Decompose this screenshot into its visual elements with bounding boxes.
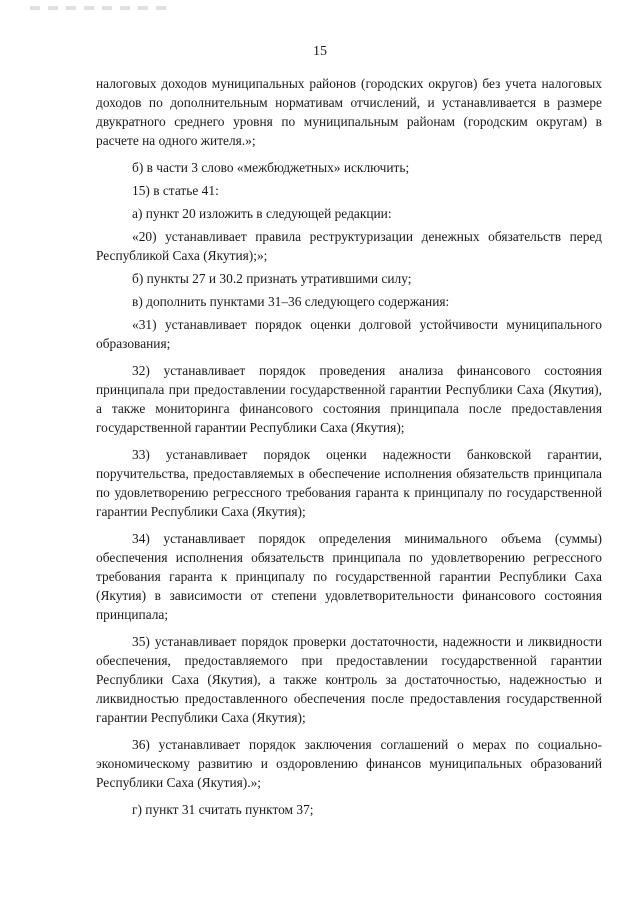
paragraph-point-33: 33) устанавливает порядок оценки надежности банковской гарантии, поручительства, предоставляемых в обеспечение исполнения обязательств принципала по удовлетворению регрессного требования гаранта к принципалу по государственной гарантии Республики Саха (Якутия); [96,447,602,519]
document-body [96,74,602,819]
paragraph-point-34: 34) устанавливает порядок определения минимального объема (суммы) обеспечения исполнения обязательств принципала по удовлетворению регрессного требования гаранта к принципалу по государственной гарантии Республики Саха (Якутия) в зависимости от степени удовлетворительности финансового состояния принципала; [96,531,602,622]
paragraph-item-g: г) пункт 31 считать пунктом 37; [132,802,314,817]
paragraph-point-20: «20) устанавливает правила реструктуризации денежных обязательств перед Республикой Саха (Якутия);»; [96,229,602,263]
scan-artifact [30,6,170,10]
paragraph-point-36: 36) устанавливает порядок заключения соглашений о мерах по социально-экономическому развитию и оздоровлению финансов муниципальных образований Республики Саха (Якутия).»; [96,737,602,790]
paragraph-continuation: налоговых доходов муниципальных районов (городских округов) без учета налоговых доходов по дополнительным нормативам отчислений, и устанавливается в размере двукратного среднего уровня по муниципальным районам (городским округам) в расчете на одного жителя.»; [96,76,602,148]
paragraph-item-a: а) пункт 20 изложить в следующей редакции: [132,206,392,221]
paragraph-item-b2: б) пункты 27 и 30.2 признать утратившими силу; [132,271,412,286]
paragraph-item-v: в) дополнить пунктами 31–36 следующего содержания: [132,294,450,309]
paragraph-point-31: «31) устанавливает порядок оценки долговой устойчивости муниципального образования; [96,317,602,351]
page-number: 15 [313,44,327,59]
paragraph-item-b: б) в части 3 слово «межбюджетных» исключить; [132,160,410,175]
paragraph-item-15: 15) в статье 41: [132,183,219,198]
paragraph-point-32: 32) устанавливает порядок проведения анализа финансового состояния принципала при предоставлении государственной гарантии Республики Саха (Якутия), а также мониторинга финансового состояния принципала после предоставления государственной гарантии Республики Саха (Якутия); [96,363,602,435]
paragraph-point-35: 35) устанавливает порядок проверки достаточности, надежности и ликвидности обеспечения, предоставляемого при предоставлении государственной гарантии Республики Саха (Якутия), а также контроль за достаточностью, надежностью и ликвидностью предоставленного обеспечения после предоставления государственной гарантии Республики Саха (Якутия); [96,634,602,725]
